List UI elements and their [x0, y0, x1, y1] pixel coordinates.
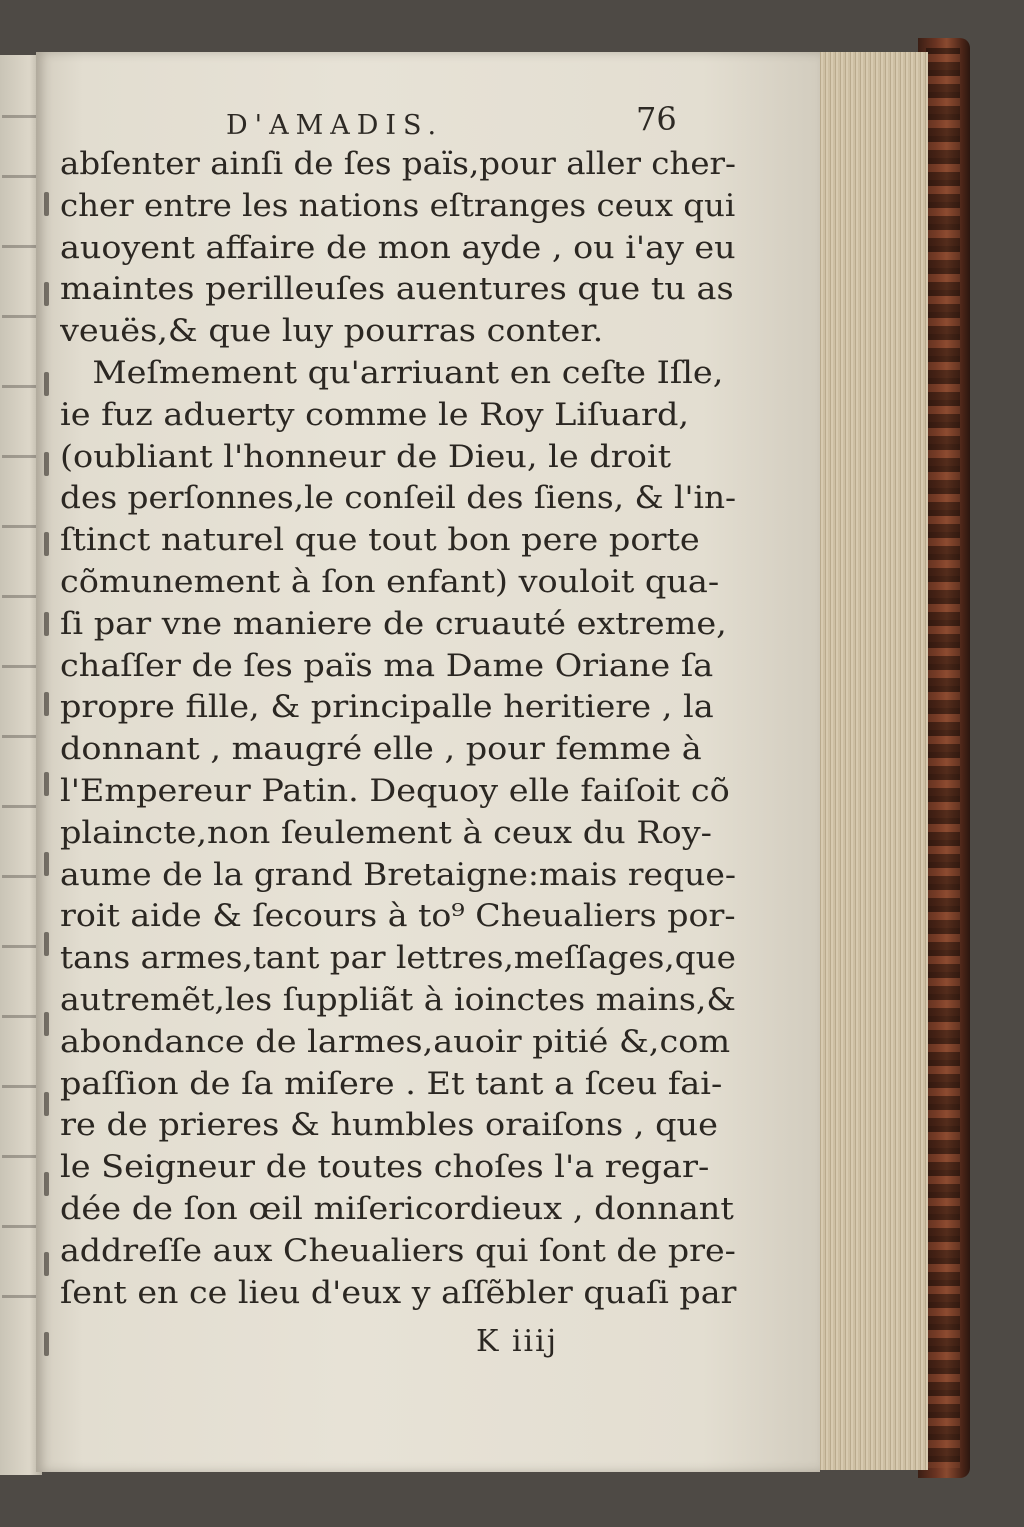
text-line: autremẽt,les ſuppliãt à ioinctes mains,& [60, 981, 736, 1018]
text-line: paſſion de ſa miſere . Et tant a ſceu fai- [60, 1065, 723, 1102]
gutter-mark [44, 932, 49, 956]
text-line: abondance de larmes,auoir pitié &,com [60, 1023, 731, 1060]
gutter-mark [44, 692, 49, 716]
text-line: tans armes,tant par lettres,meſſages,que [60, 940, 736, 977]
gutter-mark [44, 852, 49, 876]
gutter-mark [44, 452, 49, 476]
text-line: auoyent affaire de mon ayde , ou i'ay eu [60, 229, 736, 266]
text-line: (oubliant l'honneur de Dieu, le droit [60, 438, 672, 475]
facing-text-fragment [2, 945, 38, 948]
facing-text-fragment [2, 875, 38, 878]
text-line: plaincte,non ſeulement à ceux du Roy- [60, 814, 712, 851]
text-line: maintes perilleuſes auentures que tu as [60, 271, 734, 308]
text-line: chaſſer de ſes païs ma Dame Oriane ſa [60, 647, 714, 684]
text-line: veuës,& que luy pourras conter. [60, 313, 604, 350]
gutter-mark [44, 1252, 49, 1276]
gutter-mark [44, 1172, 49, 1196]
text-line: ſtinct naturel que tout bon pere porte [60, 522, 700, 559]
page-number: 76 [636, 100, 677, 138]
facing-text-fragment [2, 665, 38, 668]
page-header [226, 100, 726, 146]
text-line: ſent en ce lieu d'eux y aſſẽbler quaſi par [60, 1274, 737, 1311]
facing-text-fragment [2, 175, 38, 178]
gutter-marks [38, 152, 60, 1372]
body-text [60, 144, 740, 1314]
facing-text-fragment [2, 115, 38, 118]
text-line: ie fuz aduerty comme le Roy Liſuard, [60, 396, 690, 433]
facing-text-fragment [2, 1225, 38, 1228]
running-head: D'AMADIS. [226, 110, 444, 141]
text-line: ſi par vne maniere de cruauté extreme, [60, 605, 727, 642]
facing-text-fragment [2, 455, 38, 458]
facing-text-fragment [2, 735, 38, 738]
text-line: abſenter ainſi de ſes païs,pour aller cher- [60, 146, 736, 182]
gutter-mark [44, 532, 49, 556]
gutter-mark [44, 282, 49, 306]
text-line: le Seigneur de toutes choſes l'a regar- [60, 1149, 710, 1186]
text-line: dée de ſon œil miſericordieux , donnant [60, 1190, 734, 1227]
gutter-mark [44, 1092, 49, 1116]
facing-text-fragment [2, 1015, 38, 1018]
gutter-mark [44, 612, 49, 636]
text-line: addreſſe aux Cheualiers qui ſont de pre- [60, 1232, 736, 1269]
facing-text-fragment [2, 805, 38, 808]
facing-text-fragment [2, 525, 38, 528]
gutter-mark [44, 1332, 49, 1356]
text-line: roit aide & ſecours à to⁹ Cheualiers por- [60, 898, 736, 935]
facing-text-fragment [2, 245, 38, 248]
text-line: propre fille, & principalle heritiere , la [60, 689, 714, 726]
text-line: re de prieres & humbles oraiſons , que [60, 1107, 718, 1144]
signature-mark: K iiij [476, 1324, 559, 1359]
facing-text-fragment [2, 1295, 38, 1298]
facing-text-fragment [2, 385, 38, 388]
gutter-mark [44, 772, 49, 796]
facing-text-fragment [2, 315, 38, 318]
text-line: cõmunement à ſon enfant) vouloit qua- [60, 563, 720, 600]
gutter-mark [44, 192, 49, 216]
text-line: donnant , maugré elle , pour femme à [60, 731, 702, 768]
page-edges [818, 52, 928, 1470]
text-line: des perſonnes,le conſeil des ſiens, & l'in- [60, 480, 737, 517]
text-line: l'Empereur Patin. Dequoy elle faiſoit cõ [60, 772, 730, 809]
gutter-mark [44, 1012, 49, 1036]
facing-text-fragment [2, 1155, 38, 1158]
text-line: cher entre les nations eſtranges ceux qui [60, 187, 736, 224]
text-line: aume de la grand Bretaigne:mais reque- [60, 856, 736, 893]
facing-text-fragment [2, 595, 38, 598]
gutter-mark [44, 372, 49, 396]
text-line: Meſmement qu'arriuant en ceſte Iſle, [92, 354, 724, 391]
book-page [36, 52, 820, 1472]
facing-text-fragment [2, 1085, 38, 1088]
